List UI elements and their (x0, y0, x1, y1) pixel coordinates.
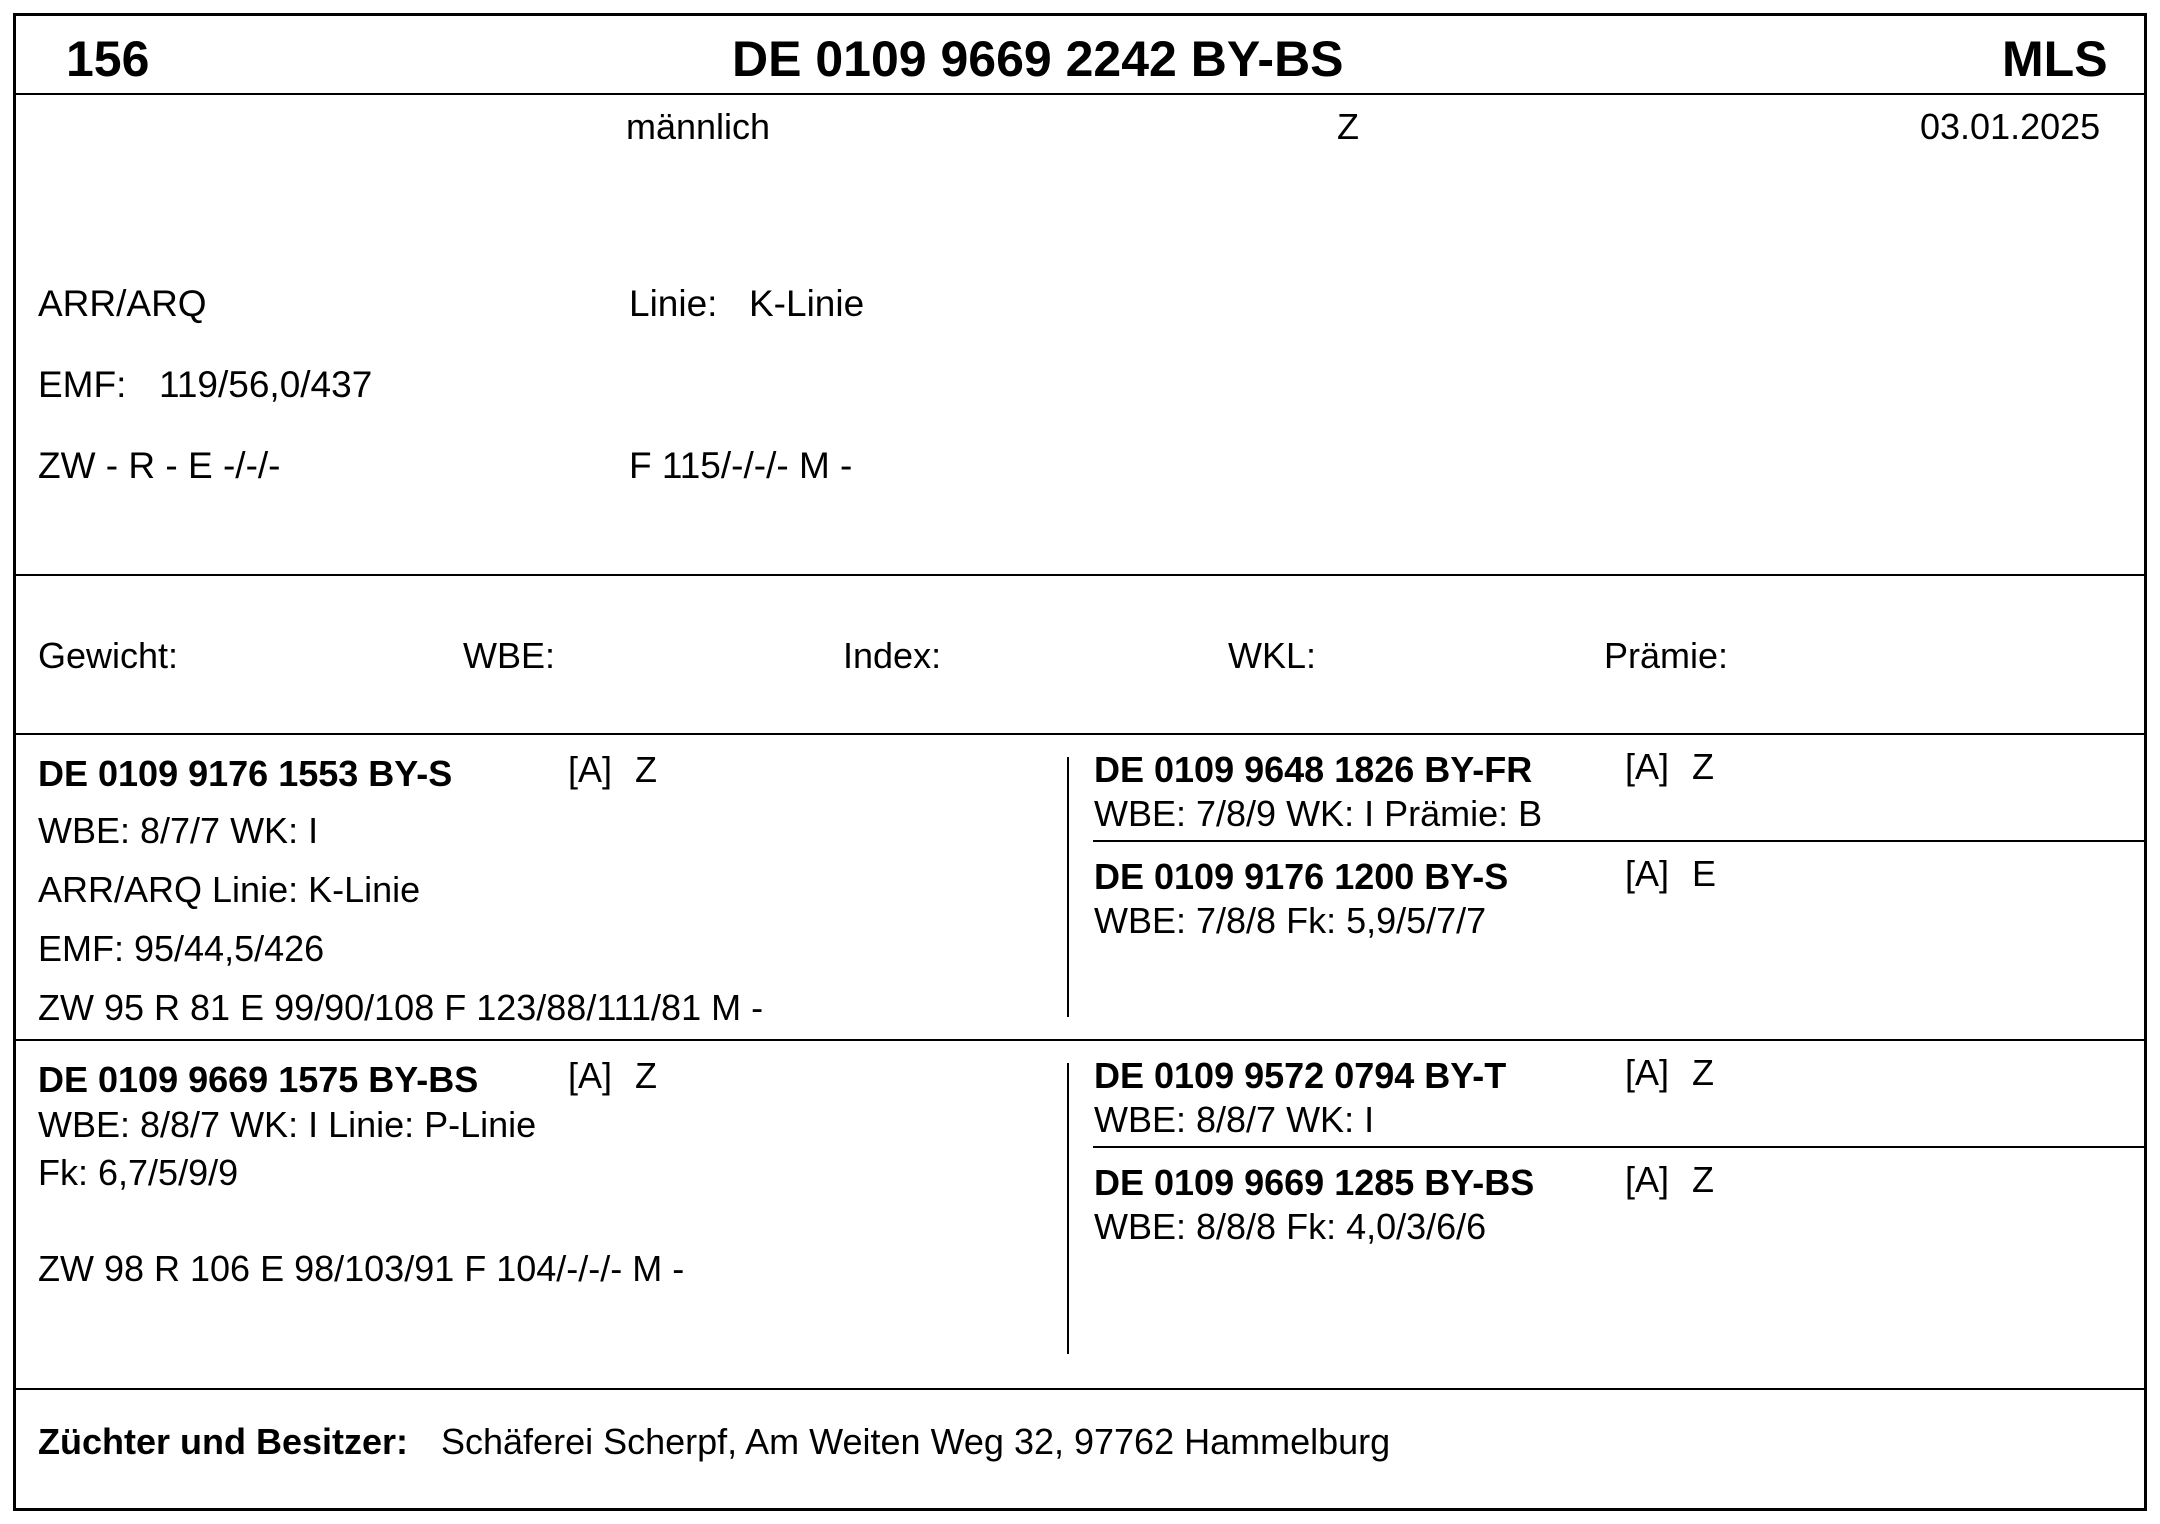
date-label: 03.01.2025 (1920, 106, 2101, 147)
animal-id-title: DE 0109 9669 2242 BY-BS (732, 31, 1344, 87)
metrics-divider (16, 733, 2144, 735)
sire-sire-details: WBE: 7/8/9 WK: I Prämie: B (1094, 793, 1543, 834)
line-value: K-Linie (749, 283, 865, 324)
breeder-divider (16, 1388, 2144, 1390)
wbe-label: WBE: (463, 635, 556, 676)
sire-status: Z (635, 749, 657, 790)
dam-sire-id: DE 0109 9572 0794 BY-T (1094, 1055, 1507, 1096)
emf-value: 119/56,0/437 (159, 364, 373, 405)
line-label: Linie: (629, 283, 718, 324)
breeder-value: Schäferei Scherpf, Am Weiten Weg 32, 97762 Hammelburg (441, 1421, 1391, 1462)
dam-sire-details: WBE: 8/8/7 WK: I (1094, 1099, 1375, 1140)
catalog-number: 156 (66, 31, 150, 87)
dam-status: Z (635, 1055, 657, 1096)
breeder-label: Züchter und Besitzer: (38, 1421, 409, 1462)
sire-emf: EMF: 95/44,5/426 (38, 928, 325, 969)
dam-fk: Fk: 6,7/5/9/9 (38, 1152, 239, 1193)
dam-dam-details: WBE: 8/8/8 Fk: 4,0/3/6/6 (1094, 1206, 1487, 1247)
parents-divider (16, 1039, 2144, 1041)
dam-dam-tag: [A] (1625, 1159, 1670, 1200)
emf-label: EMF: (38, 364, 127, 405)
status-letter: Z (1337, 106, 1359, 147)
weight-label: Gewicht: (38, 635, 179, 676)
breed-code: MLS (2002, 31, 2108, 87)
sire-column-divider (1067, 757, 1069, 1017)
sire-sire-status: Z (1692, 746, 1714, 787)
premium-label: Prämie: (1604, 635, 1729, 676)
zw-values: ZW - R - E -/-/- (38, 445, 281, 486)
genotype-label: ARR/ARQ (38, 283, 207, 324)
info-divider (16, 574, 2144, 576)
sire-dam-status: E (1692, 853, 1717, 894)
header-divider (16, 93, 2144, 95)
sex-label: männlich (626, 106, 771, 147)
sire-tag: [A] (568, 749, 613, 790)
sire-wbe: WBE: 8/7/7 WK: I (38, 810, 319, 851)
pedigree-card (13, 13, 2147, 1511)
sire-sire-id: DE 0109 9648 1826 BY-FR (1094, 749, 1533, 790)
dam-tag: [A] (568, 1055, 613, 1096)
sire-dam-tag: [A] (1625, 853, 1670, 894)
wkl-label: WKL: (1228, 635, 1317, 676)
sire-grandparents-divider (1093, 840, 2144, 842)
dam-column-divider (1067, 1063, 1069, 1354)
sire-id: DE 0109 9176 1553 BY-S (38, 753, 453, 794)
dam-dam-id: DE 0109 9669 1285 BY-BS (1094, 1162, 1535, 1203)
sire-genotype-line: ARR/ARQ Linie: K-Linie (38, 869, 421, 910)
sire-zw: ZW 95 R 81 E 99/90/108 F 123/88/111/81 M - (38, 987, 764, 1028)
dam-dam-status: Z (1692, 1159, 1714, 1200)
dam-grandparents-divider (1093, 1146, 2144, 1148)
sire-dam-id: DE 0109 9176 1200 BY-S (1094, 856, 1509, 897)
f-values: F 115/-/-/- M - (629, 445, 853, 486)
dam-sire-tag: [A] (1625, 1052, 1670, 1093)
dam-sire-status: Z (1692, 1052, 1714, 1093)
dam-id: DE 0109 9669 1575 BY-BS (38, 1059, 479, 1100)
sire-dam-details: WBE: 7/8/8 Fk: 5,9/5/7/7 (1094, 900, 1487, 941)
dam-wbe: WBE: 8/8/7 WK: I Linie: P-Linie (38, 1104, 537, 1145)
sire-sire-tag: [A] (1625, 746, 1670, 787)
dam-zw: ZW 98 R 106 E 98/103/91 F 104/-/-/- M - (38, 1248, 685, 1289)
index-label: Index: (843, 635, 942, 676)
